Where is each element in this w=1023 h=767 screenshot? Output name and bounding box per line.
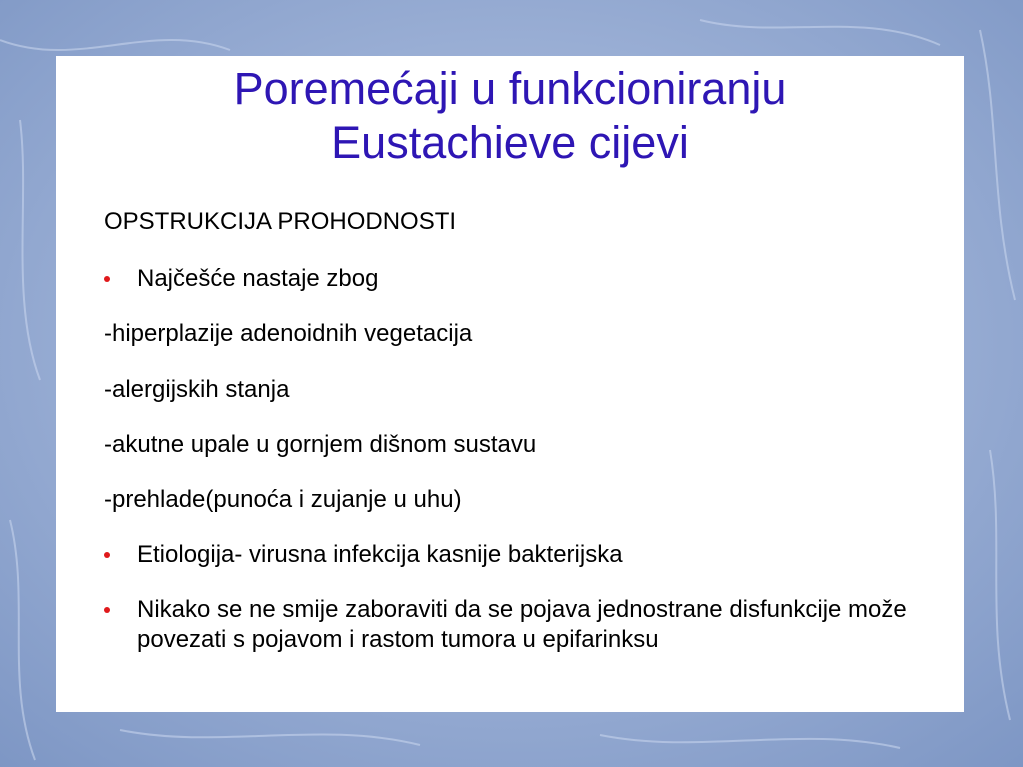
dash-line-2: -alergijskih stanja bbox=[104, 376, 290, 403]
section-subheading: OPSTRUKCIJA PROHODNOSTI bbox=[104, 208, 457, 235]
bullet-text: Nikako se ne smije zaboraviti da se pojava jednostrane disfunkcije može povezati s pojavom i rastom tumora u epifarinksu bbox=[137, 596, 907, 653]
slide-title bbox=[56, 62, 964, 170]
dash-line-3: -akutne upale u gornjem dišnom sustavu bbox=[104, 431, 537, 458]
bullet-text: Etiologija- virusna infekcija kasnije bakterijska bbox=[137, 541, 623, 568]
bullet-text: Najčešće nastaje zbog bbox=[137, 265, 379, 292]
slide-title-line2: Eustachieve cijevi bbox=[331, 117, 689, 168]
bullet-dot-icon bbox=[104, 607, 110, 613]
dash-line-1: -hiperplazije adenoidnih vegetacija bbox=[104, 320, 473, 347]
bullet-dot-icon bbox=[104, 552, 110, 558]
dash-line-4: -prehlade(punoća i zujanje u uhu) bbox=[104, 486, 462, 513]
slide-title-line1: Poremećaji u funkcioniranju bbox=[233, 63, 787, 114]
bullet-dot-icon bbox=[104, 276, 110, 282]
